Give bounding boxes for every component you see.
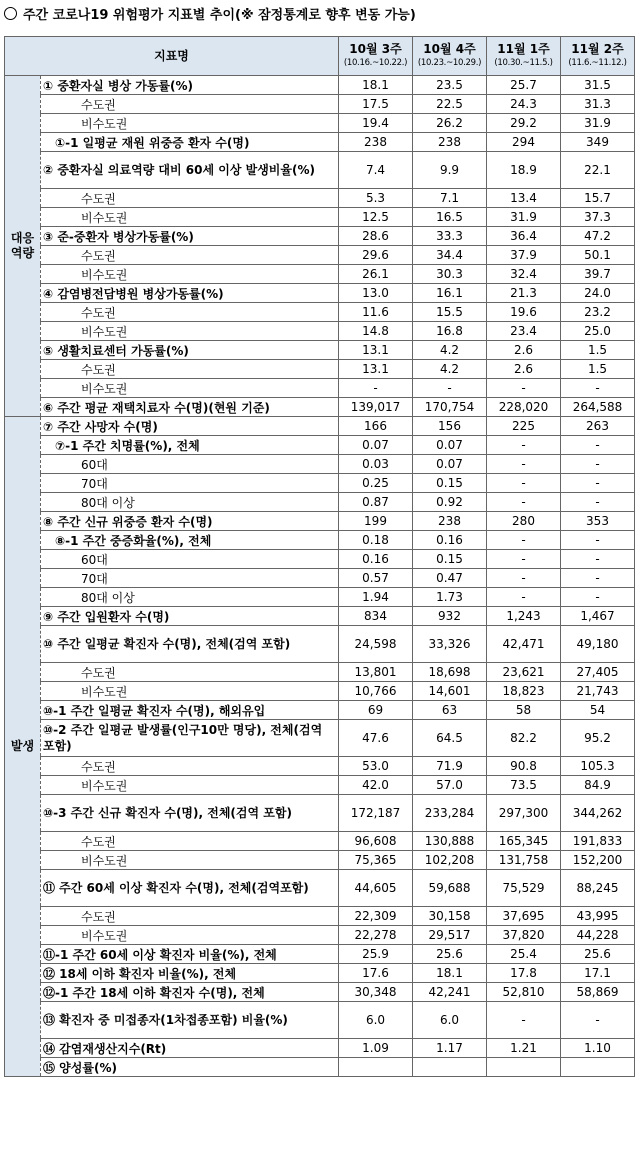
indicator-label: 수도권 bbox=[41, 246, 339, 265]
table-row bbox=[5, 133, 635, 152]
value-cell: 238 bbox=[339, 133, 413, 152]
value-cell bbox=[413, 1058, 487, 1077]
value-cell: 42.0 bbox=[339, 776, 413, 795]
indicator-label: ⑬ 확진자 중 미접종자(1차접종포함) 비율(%) bbox=[41, 1002, 339, 1039]
value-cell: 9.9 bbox=[413, 152, 487, 189]
value-cell: 1.5 bbox=[561, 341, 635, 360]
value-cell: 71.9 bbox=[413, 757, 487, 776]
value-cell: 54 bbox=[561, 701, 635, 720]
table-row bbox=[5, 341, 635, 360]
table-row bbox=[5, 701, 635, 720]
value-cell: 13.4 bbox=[487, 189, 561, 208]
indicator-label: 비수도권 bbox=[41, 379, 339, 398]
value-cell: 44,605 bbox=[339, 870, 413, 907]
value-cell: 19.4 bbox=[339, 114, 413, 133]
title-text: 주간 코로나19 위험평가 지표별 추이(※ 잠정통계로 향후 변동 가능) bbox=[23, 8, 416, 23]
value-cell: 31.3 bbox=[561, 95, 635, 114]
indicator-label: ⑭ 감염재생산지수(Rt) bbox=[41, 1039, 339, 1058]
value-cell: 2.6 bbox=[487, 360, 561, 379]
value-cell: 32.4 bbox=[487, 265, 561, 284]
value-cell: 1.10 bbox=[561, 1039, 635, 1058]
value-cell: 932 bbox=[413, 607, 487, 626]
value-cell: 31.9 bbox=[561, 114, 635, 133]
indicator-label: 70대 bbox=[41, 474, 339, 493]
table-row bbox=[5, 682, 635, 701]
indicator-label: ② 중환자실 의료역량 대비 60세 이상 발생비율(%) bbox=[41, 152, 339, 189]
value-cell: 2.6 bbox=[487, 341, 561, 360]
value-cell: 52,810 bbox=[487, 983, 561, 1002]
indicator-label: 수도권 bbox=[41, 95, 339, 114]
value-cell: 42,471 bbox=[487, 626, 561, 663]
table-row bbox=[5, 626, 635, 663]
indicator-label: 60대 bbox=[41, 455, 339, 474]
value-cell: 1,243 bbox=[487, 607, 561, 626]
value-cell: 75,365 bbox=[339, 851, 413, 870]
value-cell: 11.6 bbox=[339, 303, 413, 322]
value-cell: 31.5 bbox=[561, 76, 635, 95]
value-cell: 1.73 bbox=[413, 588, 487, 607]
table-row bbox=[5, 284, 635, 303]
value-cell: 1.21 bbox=[487, 1039, 561, 1058]
value-cell: - bbox=[413, 379, 487, 398]
value-cell: 50.1 bbox=[561, 246, 635, 265]
value-cell: 130,888 bbox=[413, 832, 487, 851]
value-cell: 25.9 bbox=[339, 945, 413, 964]
table-body bbox=[5, 76, 635, 1077]
table-row bbox=[5, 265, 635, 284]
value-cell: 199 bbox=[339, 512, 413, 531]
indicator-label: 수도권 bbox=[41, 360, 339, 379]
value-cell: 24,598 bbox=[339, 626, 413, 663]
value-cell: 58 bbox=[487, 701, 561, 720]
value-cell: - bbox=[561, 474, 635, 493]
value-cell: 13.1 bbox=[339, 341, 413, 360]
value-cell: 172,187 bbox=[339, 795, 413, 832]
indicator-label: 수도권 bbox=[41, 189, 339, 208]
value-cell: 29,517 bbox=[413, 926, 487, 945]
value-cell: 238 bbox=[413, 133, 487, 152]
value-cell: 156 bbox=[413, 417, 487, 436]
table-row bbox=[5, 550, 635, 569]
value-cell: - bbox=[561, 569, 635, 588]
table-row bbox=[5, 493, 635, 512]
value-cell: 5.3 bbox=[339, 189, 413, 208]
category-cell: 발생 bbox=[5, 417, 41, 1077]
table-row bbox=[5, 227, 635, 246]
value-cell: 75,529 bbox=[487, 870, 561, 907]
value-cell: 14,601 bbox=[413, 682, 487, 701]
indicator-label: ① 중환자실 병상 가동률(%) bbox=[41, 76, 339, 95]
value-cell: 280 bbox=[487, 512, 561, 531]
indicator-label: ⑤ 생활치료센터 가동률(%) bbox=[41, 341, 339, 360]
indicator-label: ①-1 일평균 재원 위중증 환자 수(명) bbox=[41, 133, 339, 152]
table-row bbox=[5, 360, 635, 379]
value-cell: 95.2 bbox=[561, 720, 635, 757]
value-cell: 0.07 bbox=[413, 455, 487, 474]
value-cell: 63 bbox=[413, 701, 487, 720]
table-row bbox=[5, 757, 635, 776]
value-cell: 1,467 bbox=[561, 607, 635, 626]
value-cell: 13.0 bbox=[339, 284, 413, 303]
value-cell: 24.0 bbox=[561, 284, 635, 303]
value-cell: 18,823 bbox=[487, 682, 561, 701]
indicator-label: 비수도권 bbox=[41, 851, 339, 870]
table-row bbox=[5, 436, 635, 455]
indicator-label: 80대 이상 bbox=[41, 588, 339, 607]
table-row bbox=[5, 246, 635, 265]
table-row bbox=[5, 303, 635, 322]
indicator-label: ⑪ 주간 60세 이상 확진자 수(명), 전체(검역포함) bbox=[41, 870, 339, 907]
value-cell: 30.3 bbox=[413, 265, 487, 284]
table-row bbox=[5, 832, 635, 851]
value-cell: 12.5 bbox=[339, 208, 413, 227]
value-cell: 1.5 bbox=[561, 360, 635, 379]
value-cell: 6.0 bbox=[413, 1002, 487, 1039]
value-cell: 25.4 bbox=[487, 945, 561, 964]
value-cell: 73.5 bbox=[487, 776, 561, 795]
value-cell: - bbox=[561, 531, 635, 550]
value-cell: 228,020 bbox=[487, 398, 561, 417]
table-row bbox=[5, 76, 635, 95]
value-cell: 64.5 bbox=[413, 720, 487, 757]
table-row bbox=[5, 114, 635, 133]
value-cell: - bbox=[561, 379, 635, 398]
value-cell: 834 bbox=[339, 607, 413, 626]
table-row bbox=[5, 569, 635, 588]
indicator-label: 비수도권 bbox=[41, 114, 339, 133]
value-cell: 26.1 bbox=[339, 265, 413, 284]
indicator-label: 비수도권 bbox=[41, 208, 339, 227]
indicator-label: ⑮ 양성률(%) bbox=[41, 1058, 339, 1077]
value-cell: 31.9 bbox=[487, 208, 561, 227]
table-row bbox=[5, 663, 635, 682]
value-cell: 25.6 bbox=[413, 945, 487, 964]
value-cell: 1.09 bbox=[339, 1039, 413, 1058]
value-cell: - bbox=[487, 455, 561, 474]
table-row bbox=[5, 720, 635, 757]
header-week: 11월 1주 (10.30.~11.5.) bbox=[487, 37, 561, 76]
circle-bullet-icon bbox=[4, 7, 17, 20]
indicator-label: 80대 이상 bbox=[41, 493, 339, 512]
table-row bbox=[5, 1002, 635, 1039]
indicator-label: ⑧-1 주간 중증화율(%), 전체 bbox=[41, 531, 339, 550]
value-cell: 59,688 bbox=[413, 870, 487, 907]
value-cell: 29.2 bbox=[487, 114, 561, 133]
indicator-label: 수도권 bbox=[41, 757, 339, 776]
value-cell: 49,180 bbox=[561, 626, 635, 663]
value-cell: 0.07 bbox=[413, 436, 487, 455]
value-cell: 294 bbox=[487, 133, 561, 152]
header-week: 10월 4주 (10.23.~10.29.) bbox=[413, 37, 487, 76]
value-cell: 191,833 bbox=[561, 832, 635, 851]
indicator-label: ⑫ 18세 이하 확진자 비율(%), 전체 bbox=[41, 964, 339, 983]
value-cell: 21.3 bbox=[487, 284, 561, 303]
indicator-label: 비수도권 bbox=[41, 926, 339, 945]
value-cell: 0.15 bbox=[413, 474, 487, 493]
value-cell: 53.0 bbox=[339, 757, 413, 776]
indicator-label: 비수도권 bbox=[41, 682, 339, 701]
value-cell: 297,300 bbox=[487, 795, 561, 832]
value-cell: - bbox=[339, 379, 413, 398]
value-cell: 0.87 bbox=[339, 493, 413, 512]
value-cell: 23.4 bbox=[487, 322, 561, 341]
value-cell: 14.8 bbox=[339, 322, 413, 341]
value-cell: 18.9 bbox=[487, 152, 561, 189]
value-cell: 23.2 bbox=[561, 303, 635, 322]
value-cell: - bbox=[561, 1002, 635, 1039]
value-cell: 165,345 bbox=[487, 832, 561, 851]
value-cell: 263 bbox=[561, 417, 635, 436]
value-cell: - bbox=[561, 455, 635, 474]
value-cell: 152,200 bbox=[561, 851, 635, 870]
value-cell: - bbox=[561, 588, 635, 607]
value-cell: 6.0 bbox=[339, 1002, 413, 1039]
table-row bbox=[5, 208, 635, 227]
value-cell: 18,698 bbox=[413, 663, 487, 682]
value-cell: 21,743 bbox=[561, 682, 635, 701]
value-cell: 0.92 bbox=[413, 493, 487, 512]
value-cell: 0.16 bbox=[413, 531, 487, 550]
table-row bbox=[5, 189, 635, 208]
value-cell: 29.6 bbox=[339, 246, 413, 265]
value-cell: 19.6 bbox=[487, 303, 561, 322]
value-cell: 10,766 bbox=[339, 682, 413, 701]
value-cell bbox=[561, 1058, 635, 1077]
value-cell: 25.6 bbox=[561, 945, 635, 964]
value-cell: 0.25 bbox=[339, 474, 413, 493]
indicator-label: ⑥ 주간 평균 재택치료자 수(명)(현원 기준) bbox=[41, 398, 339, 417]
value-cell: 1.17 bbox=[413, 1039, 487, 1058]
indicator-label: ⑩-2 주간 일평균 발생률(인구10만 명당), 전체(검역 포함) bbox=[41, 720, 339, 757]
value-cell: 16.8 bbox=[413, 322, 487, 341]
value-cell: 22,309 bbox=[339, 907, 413, 926]
value-cell: 0.07 bbox=[339, 436, 413, 455]
indicator-label: 수도권 bbox=[41, 663, 339, 682]
value-cell: 166 bbox=[339, 417, 413, 436]
value-cell: 30,348 bbox=[339, 983, 413, 1002]
value-cell: 15.5 bbox=[413, 303, 487, 322]
value-cell: - bbox=[487, 436, 561, 455]
table-row bbox=[5, 455, 635, 474]
table-row bbox=[5, 945, 635, 964]
value-cell: 17.8 bbox=[487, 964, 561, 983]
table-row bbox=[5, 1058, 635, 1077]
value-cell: 47.2 bbox=[561, 227, 635, 246]
value-cell: 131,758 bbox=[487, 851, 561, 870]
indicator-label: ⑦-1 주간 치명률(%), 전체 bbox=[41, 436, 339, 455]
indicator-label: 수도권 bbox=[41, 907, 339, 926]
value-cell: - bbox=[561, 550, 635, 569]
value-cell: 25.7 bbox=[487, 76, 561, 95]
value-cell: 0.57 bbox=[339, 569, 413, 588]
indicator-label: ⑦ 주간 사망자 수(명) bbox=[41, 417, 339, 436]
value-cell: - bbox=[487, 531, 561, 550]
value-cell: - bbox=[561, 493, 635, 512]
indicator-label: ⑩ 주간 일평균 확진자 수(명), 전체(검역 포함) bbox=[41, 626, 339, 663]
value-cell: 25.0 bbox=[561, 322, 635, 341]
table-row bbox=[5, 531, 635, 550]
value-cell: - bbox=[487, 1002, 561, 1039]
value-cell: 24.3 bbox=[487, 95, 561, 114]
indicator-label: 수도권 bbox=[41, 832, 339, 851]
table-row bbox=[5, 512, 635, 531]
value-cell: 39.7 bbox=[561, 265, 635, 284]
indicator-label: ⑫-1 주간 18세 이하 확진자 수(명), 전체 bbox=[41, 983, 339, 1002]
value-cell: 37,695 bbox=[487, 907, 561, 926]
indicator-label: ⑩-3 주간 신규 확진자 수(명), 전체(검역 포함) bbox=[41, 795, 339, 832]
indicator-label: ③ 준-중환자 병상가동률(%) bbox=[41, 227, 339, 246]
table-row bbox=[5, 1039, 635, 1058]
value-cell: 96,608 bbox=[339, 832, 413, 851]
value-cell: 37.9 bbox=[487, 246, 561, 265]
value-cell: - bbox=[487, 379, 561, 398]
value-cell: 36.4 bbox=[487, 227, 561, 246]
value-cell: 344,262 bbox=[561, 795, 635, 832]
header-week: 10월 3주 (10.16.~10.22.) bbox=[339, 37, 413, 76]
value-cell: 0.18 bbox=[339, 531, 413, 550]
indicator-table bbox=[4, 36, 635, 1077]
indicator-label: 비수도권 bbox=[41, 322, 339, 341]
indicator-label: 수도권 bbox=[41, 303, 339, 322]
value-cell: 90.8 bbox=[487, 757, 561, 776]
value-cell: 1.94 bbox=[339, 588, 413, 607]
value-cell: 37.3 bbox=[561, 208, 635, 227]
value-cell: 225 bbox=[487, 417, 561, 436]
value-cell: 233,284 bbox=[413, 795, 487, 832]
indicator-label: 70대 bbox=[41, 569, 339, 588]
table-row bbox=[5, 417, 635, 436]
value-cell: 13.1 bbox=[339, 360, 413, 379]
value-cell: - bbox=[487, 569, 561, 588]
value-cell: 23,621 bbox=[487, 663, 561, 682]
value-cell: 18.1 bbox=[413, 964, 487, 983]
value-cell: 22.5 bbox=[413, 95, 487, 114]
value-cell: 18.1 bbox=[339, 76, 413, 95]
value-cell: - bbox=[561, 436, 635, 455]
value-cell: 22.1 bbox=[561, 152, 635, 189]
table-row bbox=[5, 851, 635, 870]
table-row bbox=[5, 588, 635, 607]
indicator-label: ⑪-1 주간 60세 이상 확진자 비율(%), 전체 bbox=[41, 945, 339, 964]
table-row bbox=[5, 322, 635, 341]
table-row bbox=[5, 964, 635, 983]
value-cell: 105.3 bbox=[561, 757, 635, 776]
value-cell: 238 bbox=[413, 512, 487, 531]
value-cell: 0.03 bbox=[339, 455, 413, 474]
value-cell: 33,326 bbox=[413, 626, 487, 663]
table-row bbox=[5, 379, 635, 398]
value-cell: 23.5 bbox=[413, 76, 487, 95]
value-cell: 170,754 bbox=[413, 398, 487, 417]
value-cell: - bbox=[487, 493, 561, 512]
page-title bbox=[4, 6, 416, 26]
value-cell: 139,017 bbox=[339, 398, 413, 417]
value-cell: 353 bbox=[561, 512, 635, 531]
value-cell: - bbox=[487, 474, 561, 493]
value-cell: 7.1 bbox=[413, 189, 487, 208]
value-cell: - bbox=[487, 588, 561, 607]
value-cell: 7.4 bbox=[339, 152, 413, 189]
value-cell: 13,801 bbox=[339, 663, 413, 682]
value-cell: 4.2 bbox=[413, 341, 487, 360]
table-row bbox=[5, 870, 635, 907]
value-cell: 27,405 bbox=[561, 663, 635, 682]
value-cell: 16.1 bbox=[413, 284, 487, 303]
table-row bbox=[5, 776, 635, 795]
value-cell: 0.15 bbox=[413, 550, 487, 569]
value-cell: 16.5 bbox=[413, 208, 487, 227]
value-cell: 57.0 bbox=[413, 776, 487, 795]
table-row bbox=[5, 983, 635, 1002]
value-cell: 34.4 bbox=[413, 246, 487, 265]
table-row bbox=[5, 95, 635, 114]
header-week: 11월 2주 (11.6.~11.12.) bbox=[561, 37, 635, 76]
value-cell: 0.47 bbox=[413, 569, 487, 588]
value-cell: 17.6 bbox=[339, 964, 413, 983]
value-cell: 17.5 bbox=[339, 95, 413, 114]
category-cell: 대응 역량 bbox=[5, 76, 41, 417]
table-row bbox=[5, 398, 635, 417]
value-cell: 22,278 bbox=[339, 926, 413, 945]
indicator-label: ⑧ 주간 신규 위중증 환자 수(명) bbox=[41, 512, 339, 531]
value-cell bbox=[339, 1058, 413, 1077]
value-cell: 0.16 bbox=[339, 550, 413, 569]
value-cell: 58,869 bbox=[561, 983, 635, 1002]
table-row bbox=[5, 907, 635, 926]
value-cell: 4.2 bbox=[413, 360, 487, 379]
table-row bbox=[5, 926, 635, 945]
indicator-label: ④ 감염병전담병원 병상가동률(%) bbox=[41, 284, 339, 303]
indicator-label: 60대 bbox=[41, 550, 339, 569]
value-cell bbox=[487, 1058, 561, 1077]
header-label: 지표명 bbox=[5, 37, 339, 76]
table-row bbox=[5, 152, 635, 189]
indicator-label: ⑨ 주간 입원환자 수(명) bbox=[41, 607, 339, 626]
value-cell: 37,820 bbox=[487, 926, 561, 945]
indicator-label: 비수도권 bbox=[41, 776, 339, 795]
value-cell: 43,995 bbox=[561, 907, 635, 926]
value-cell: 30,158 bbox=[413, 907, 487, 926]
table-row bbox=[5, 795, 635, 832]
value-cell: 88,245 bbox=[561, 870, 635, 907]
value-cell: 28.6 bbox=[339, 227, 413, 246]
indicator-label: ⑩-1 주간 일평균 확진자 수(명), 해외유입 bbox=[41, 701, 339, 720]
value-cell: 26.2 bbox=[413, 114, 487, 133]
value-cell: 17.1 bbox=[561, 964, 635, 983]
value-cell: 15.7 bbox=[561, 189, 635, 208]
value-cell: 82.2 bbox=[487, 720, 561, 757]
value-cell: 264,588 bbox=[561, 398, 635, 417]
value-cell: 42,241 bbox=[413, 983, 487, 1002]
value-cell: 33.3 bbox=[413, 227, 487, 246]
value-cell: 47.6 bbox=[339, 720, 413, 757]
value-cell: 102,208 bbox=[413, 851, 487, 870]
value-cell: 84.9 bbox=[561, 776, 635, 795]
table-row bbox=[5, 474, 635, 493]
table-row bbox=[5, 607, 635, 626]
value-cell: - bbox=[487, 550, 561, 569]
value-cell: 349 bbox=[561, 133, 635, 152]
value-cell: 44,228 bbox=[561, 926, 635, 945]
indicator-label: 비수도권 bbox=[41, 265, 339, 284]
value-cell: 69 bbox=[339, 701, 413, 720]
